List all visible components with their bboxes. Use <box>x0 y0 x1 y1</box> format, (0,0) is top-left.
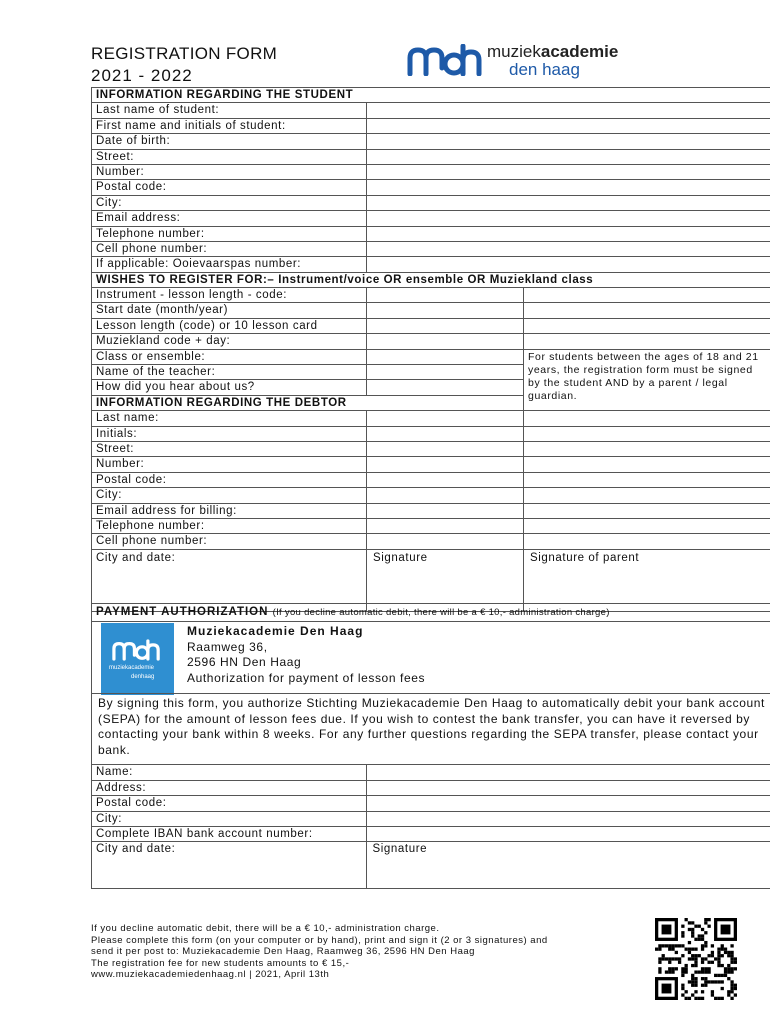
field-input[interactable] <box>524 472 770 487</box>
field-label: Date of birth: <box>92 134 367 149</box>
field-input[interactable] <box>367 195 770 210</box>
creditor-name: Muziekacademie Den Haag <box>187 624 364 638</box>
form-field-row <box>92 488 770 503</box>
field-input[interactable] <box>524 457 770 472</box>
field-input[interactable] <box>524 534 770 549</box>
field-input[interactable] <box>524 411 770 426</box>
form-field-row <box>92 118 770 133</box>
field-input[interactable] <box>366 765 770 780</box>
field-label: Number: <box>92 457 367 472</box>
field-input[interactable] <box>367 164 770 179</box>
field-input[interactable] <box>366 811 770 826</box>
field-label: Address: <box>92 780 366 795</box>
field-input[interactable] <box>367 411 524 426</box>
field-label: Email address: <box>92 211 367 226</box>
form-field-row <box>92 134 770 149</box>
field-label: Instrument - lesson length - code: <box>92 288 367 303</box>
logo-text-small: muziekacademie <box>109 665 155 671</box>
logo-city-text: den haag <box>509 60 580 79</box>
divider <box>92 693 770 694</box>
registration-table <box>91 87 770 612</box>
parent-signature-field[interactable]: Signature of parent <box>524 549 770 611</box>
sepa-field-row <box>92 796 770 811</box>
field-input[interactable] <box>367 318 524 333</box>
footer-line: The registration fee for new students amounts to € 15,- <box>91 957 350 969</box>
field-input[interactable] <box>367 211 770 226</box>
field-input[interactable] <box>524 318 770 333</box>
payment-heading-note: (If you decline automatic debit, there will be a € 10,- administration charge) <box>272 607 610 618</box>
field-input[interactable] <box>367 488 524 503</box>
wishes-section-heading: WISHES TO REGISTER FOR:– Instrument/voice OR ensemble OR Muziekland class <box>92 272 770 287</box>
field-input[interactable] <box>367 134 770 149</box>
form-field-row <box>92 103 770 118</box>
signature-row <box>92 549 770 611</box>
field-input[interactable] <box>367 288 524 303</box>
field-input[interactable] <box>367 149 770 164</box>
form-field-row <box>92 411 770 426</box>
field-label: Postal code: <box>92 472 367 487</box>
form-field-row <box>92 472 770 487</box>
form-field-row <box>92 318 770 333</box>
field-input[interactable] <box>524 518 770 533</box>
field-input[interactable] <box>367 349 524 364</box>
footer-line: www.muziekacademiedenhaag.nl | 2021, April 13th <box>91 969 330 980</box>
form-field-row <box>92 288 770 303</box>
field-label: How did you hear about us? <box>92 380 367 395</box>
field-label: Lesson length (code) or 10 lesson card <box>92 318 367 333</box>
payment-authorization-section <box>91 603 770 889</box>
field-label: City: <box>92 195 367 210</box>
field-label: Telephone number: <box>92 226 367 241</box>
form-year: 2021 - 2022 <box>91 66 193 85</box>
form-field-row <box>92 211 770 226</box>
academy-logo <box>407 42 647 86</box>
field-label: City: <box>92 811 366 826</box>
field-label: Start date (month/year) <box>92 303 367 318</box>
field-input[interactable] <box>367 518 524 533</box>
section-header-row <box>92 88 770 103</box>
form-field-row <box>92 226 770 241</box>
form-field-row <box>92 164 770 179</box>
logo-text-small-city: denhaag <box>131 674 155 680</box>
footer-line: If you decline automatic debit, there will be a € 10,- administration charge. <box>91 923 440 934</box>
field-label: Telephone number: <box>92 518 367 533</box>
mdh-logo-white-icon <box>112 637 162 663</box>
field-label: Last name: <box>92 411 367 426</box>
field-input[interactable] <box>367 472 524 487</box>
field-label: Name: <box>92 765 366 780</box>
field-input[interactable] <box>367 303 524 318</box>
form-field-row <box>92 180 770 195</box>
debtor-section-heading: INFORMATION REGARDING THE DEBTOR <box>92 395 524 410</box>
field-input[interactable] <box>367 180 770 195</box>
creditor-street: Raamweg 36, <box>187 639 268 654</box>
field-input[interactable] <box>366 780 770 795</box>
form-field-row <box>92 441 770 456</box>
form-field-row <box>92 426 770 441</box>
field-label: Last name of student: <box>92 103 367 118</box>
muziekacademie-logo <box>101 623 174 695</box>
city-date-label: City and date: <box>92 549 367 611</box>
field-label: Postal code: <box>92 180 367 195</box>
footer-notes <box>91 923 631 981</box>
authorization-purpose: Authorization for payment of lesson fees <box>187 670 426 685</box>
field-input[interactable] <box>367 118 770 133</box>
field-input[interactable] <box>524 334 770 349</box>
form-field-row <box>92 457 770 472</box>
field-label: Cell phone number: <box>92 534 367 549</box>
creditor-address <box>187 624 425 686</box>
section-header-row <box>92 272 770 287</box>
form-field-row <box>92 334 770 349</box>
page-header <box>91 42 770 88</box>
field-label: Cell phone number: <box>92 241 367 256</box>
form-field-row <box>92 303 770 318</box>
signature-field[interactable]: Signature <box>366 842 770 888</box>
field-label: Muziekland code + day: <box>92 334 367 349</box>
creditor-postal: 2596 HN Den Haag <box>187 655 302 669</box>
guardian-signature-note: For students between the ages of 18 and 21 years, the registration form must be signed by the student AND by a parent / legal guardian. <box>524 349 770 411</box>
sepa-mandate-text: By signing this form, you authorize Stichting Muziekacademie Den Haag to automatically debit your bank account (SEPA) for the amount of lesson fees due. If you wish to contest the bank transfer, you can have it reversed by contacting your bank within 8 weeks. For any further questions regarding the SEPA transfer, please contact your bank. <box>98 696 765 757</box>
field-input[interactable] <box>367 334 524 349</box>
form-field-row <box>92 349 770 364</box>
form-field-row <box>92 149 770 164</box>
field-label: Street: <box>92 149 367 164</box>
student-section-heading: INFORMATION REGARDING THE STUDENT <box>92 88 770 103</box>
field-input[interactable] <box>524 303 770 318</box>
qr-code-icon <box>655 918 737 1000</box>
mdh-logo-icon <box>407 44 485 76</box>
form-field-row <box>92 503 770 518</box>
form-field-row <box>92 257 770 272</box>
sepa-field-row <box>92 765 770 780</box>
field-label: Initials: <box>92 426 367 441</box>
sepa-fields-table <box>92 765 770 888</box>
field-label: Complete IBAN bank account number: <box>92 827 366 842</box>
field-input[interactable] <box>524 288 770 303</box>
signature-field[interactable]: Signature <box>367 549 524 611</box>
city-date-label: City and date: <box>96 843 176 856</box>
field-label: Email address for billing: <box>92 503 367 518</box>
form-field-row <box>92 195 770 210</box>
field-label: City: <box>92 488 367 503</box>
field-input[interactable] <box>367 257 770 272</box>
footer-line: send it per post to: Muziekacademie Den Haag, Raamweg 36, 2596 HN Den Haag <box>91 946 475 957</box>
sepa-signature-row <box>92 842 770 888</box>
form-field-row <box>92 241 770 256</box>
field-input[interactable] <box>367 457 524 472</box>
field-input[interactable] <box>367 503 524 518</box>
field-input[interactable] <box>367 241 770 256</box>
field-input[interactable] <box>367 426 524 441</box>
footer-line: Please complete this form (on your computer or by hand), print and sign it (2 or 3 signatures) and <box>91 934 548 946</box>
field-input[interactable] <box>524 426 770 441</box>
field-input[interactable] <box>367 365 524 380</box>
form-title: REGISTRATION FORM <box>91 44 278 63</box>
field-label: First name and initials of student: <box>92 118 367 133</box>
field-input[interactable] <box>366 827 770 842</box>
sepa-field-row <box>92 827 770 842</box>
field-input[interactable] <box>524 488 770 503</box>
field-label: Postal code: <box>92 796 366 811</box>
field-label: Name of the teacher: <box>92 365 367 380</box>
field-input[interactable] <box>367 380 524 395</box>
logo-brand-text: muziekacademie <box>487 42 619 61</box>
field-input[interactable] <box>366 796 770 811</box>
payment-heading: PAYMENT AUTHORIZATION (If you decline automatic debit, there will be a € 10,- administration charge) <box>92 604 770 622</box>
field-label: Number: <box>92 164 367 179</box>
field-input[interactable] <box>524 503 770 518</box>
field-label: If applicable: Ooievaarspas number: <box>92 257 367 272</box>
sepa-field-row <box>92 811 770 826</box>
field-input[interactable] <box>367 226 770 241</box>
form-field-row <box>92 518 770 533</box>
form-field-row <box>92 534 770 549</box>
field-input[interactable] <box>524 441 770 456</box>
field-input[interactable] <box>367 441 524 456</box>
sepa-field-row <box>92 780 770 795</box>
field-label: Street: <box>92 441 367 456</box>
field-label: Class or ensemble: <box>92 349 367 364</box>
field-input[interactable] <box>367 103 770 118</box>
field-input[interactable] <box>367 534 524 549</box>
